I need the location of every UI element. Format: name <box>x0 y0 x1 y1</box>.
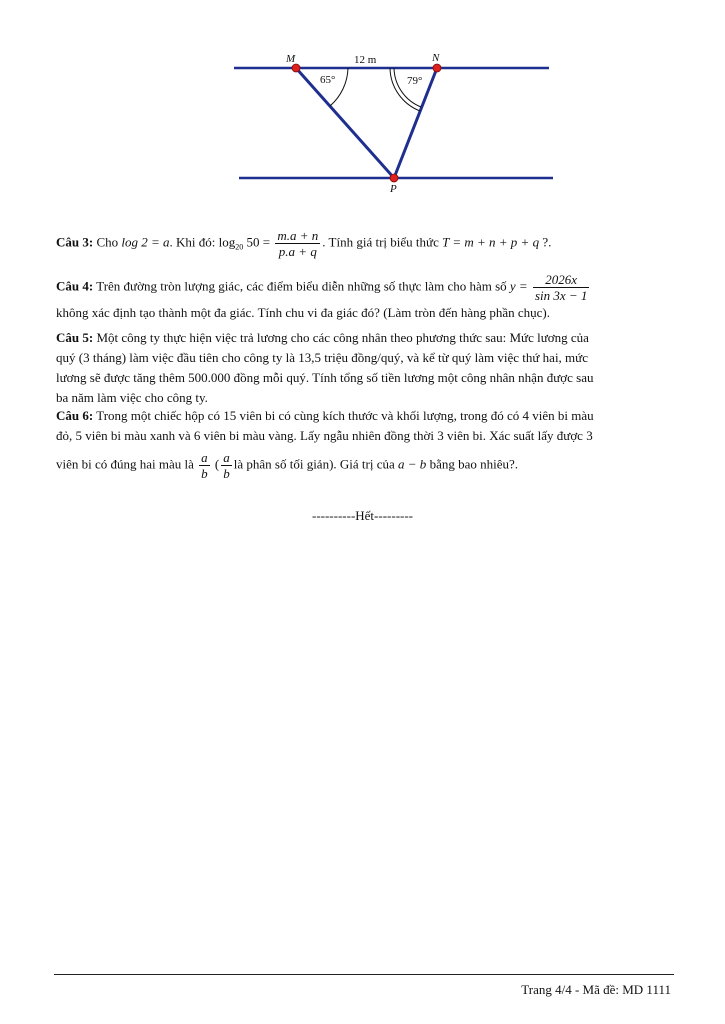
q5-label: Câu 5: <box>56 330 94 345</box>
q5-line-1: Một công ty thực hiện việc trả lương cho các công nhân theo phương thức sau: Mức lương của <box>96 330 589 345</box>
point-p <box>390 174 398 182</box>
q5-line-3: lương sẽ được tăng thêm 500.000 đồng mỗi quý. Tính tổng số tiền lương một công nhân nhận được sau <box>56 370 594 385</box>
q3-text-3: . Tính giá trị biểu thức <box>322 234 439 250</box>
label-n: N <box>432 52 440 64</box>
geometry-figure <box>0 0 725 210</box>
q6-line-1: Trong một chiếc hộp có 15 viên bi có cùng kích thước và khối lượng, trong đó có 4 viên bi màu <box>96 408 594 423</box>
point-m <box>292 64 300 72</box>
q4-text-1: Trên đường tròn lượng giác, các điểm biểu diễn những số thực làm cho hàm số <box>96 278 507 294</box>
q4-frac-den: sin 3x − 1 <box>534 288 588 303</box>
q6-fraction <box>199 450 210 481</box>
q4-label: Câu 4: <box>56 278 94 294</box>
q6-text-1: viên bi có đúng hai màu là <box>56 456 194 472</box>
q5-line-2: quý (3 tháng) làm việc đầu tiên cho công ty là 13,5 triệu đồng/quý, và kể từ quý làm việc thứ hai, mức <box>56 350 588 365</box>
page-footer: Trang 4/4 - Mã đề: MD 1111 <box>521 982 671 997</box>
q5-line-4: ba năm làm việc cho công ty. <box>56 390 208 405</box>
q3-label: Câu 3: <box>56 234 94 250</box>
q3-text-4: ?. <box>542 234 552 250</box>
q3-text-1: Cho <box>96 234 119 250</box>
label-angle-n: 79° <box>407 75 423 87</box>
q3-frac-num: m.a + n <box>277 228 319 243</box>
q6-line-2: đỏ, 5 viên bi màu xanh và 6 viên bi màu vàng. Lấy ngẫu nhiên đồng thời 3 viên bi. Xác suất lấy được 3 <box>56 428 593 443</box>
label-p: P <box>390 183 397 195</box>
point-n <box>433 64 441 72</box>
q6-text-3: bằng bao nhiêu?. <box>429 456 519 472</box>
q4-text-2: không xác định tạo thành một đa giác. Tính chu vi đa giác đó? (Làm tròn đến hàng phần chục). <box>56 305 550 320</box>
q3-fraction <box>275 228 320 259</box>
question-4 <box>56 272 668 323</box>
question-6 <box>56 406 668 481</box>
q3-log-arg: 50 = <box>246 234 271 250</box>
q6-paren-open: ( <box>214 456 220 472</box>
q4-y-eq: y = <box>509 278 528 294</box>
q3-frac-den: p.a + q <box>278 244 317 259</box>
q3-log-a: log 2 = a <box>121 234 170 250</box>
label-distance: 12 m <box>354 54 377 66</box>
q3-log-prefix: log <box>218 234 236 250</box>
end-mark: ----------Hết--------- <box>311 508 414 523</box>
q6-fraction-2 <box>221 450 232 481</box>
q6-label: Câu 6: <box>56 408 94 423</box>
q6-frac2-num: a <box>223 450 230 465</box>
q6-expr: a − b <box>398 456 427 472</box>
q6-text-2: là phân số tối giản). Giá trị của <box>233 456 395 472</box>
q6-frac-den: b <box>201 466 208 481</box>
footer-rule <box>54 974 674 975</box>
q4-frac-num: 2026x <box>533 272 589 288</box>
q3-expr: T = m + n + p + q <box>442 234 540 250</box>
q6-frac2-den: b <box>223 466 230 481</box>
q4-fraction <box>533 272 589 303</box>
q6-frac-num: a <box>201 450 208 465</box>
angle-arc-n-inner <box>394 68 421 107</box>
q3-log-base: 20 <box>235 242 244 252</box>
question-3 <box>56 228 668 259</box>
label-angle-m: 65° <box>320 74 336 86</box>
label-m: M <box>286 53 296 65</box>
q3-text-2: . Khi đó: <box>169 234 216 250</box>
question-5 <box>56 328 668 408</box>
